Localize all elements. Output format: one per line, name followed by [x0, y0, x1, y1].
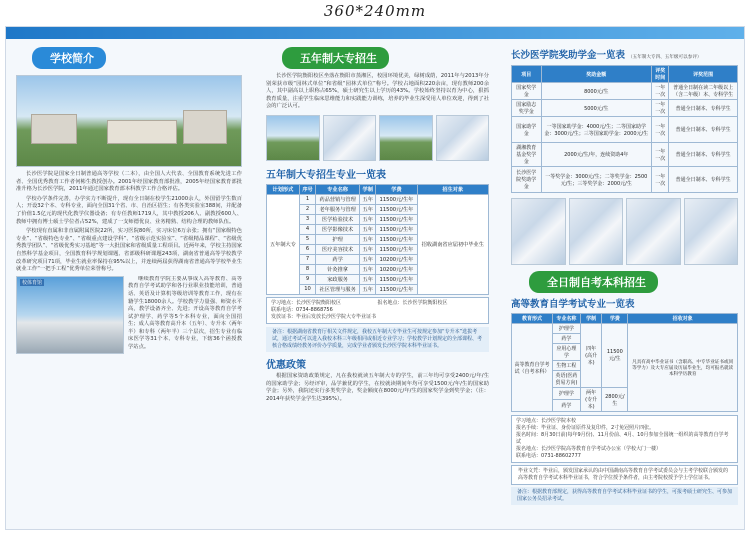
- gymnasium-photo-label: 校体育馆: [22, 279, 43, 286]
- row-major: 护理学: [552, 324, 580, 334]
- training-photo-2: [569, 198, 624, 265]
- column-scholarships: [503, 39, 745, 529]
- row-fee: 11500元/生年: [376, 204, 417, 214]
- table-row: [512, 100, 738, 117]
- table-row: [512, 117, 738, 143]
- fee-cell-1: 11500元/生: [602, 324, 628, 388]
- table-row: [512, 167, 738, 193]
- plan-form-cell: 五年制大专: [267, 194, 300, 294]
- row-duration: 五年: [360, 264, 376, 274]
- header-index: 序号: [299, 184, 315, 194]
- contact-certificate: 发放证书：毕业后发放长沙医学院大专毕业证书: [271, 313, 377, 320]
- info-procedure: 报名手续：毕业证、身份证原件及复印件，2寸免冠照片四张。: [516, 425, 655, 431]
- contact-register-location: 报名地点：长沙医学院衡阳校区: [377, 299, 448, 306]
- row-scope: 普通全日制本、专科学生: [669, 167, 738, 193]
- row-major: 老年服务与管理: [316, 204, 360, 214]
- training-photo-3: [626, 198, 681, 265]
- row-index: 7: [299, 254, 315, 264]
- brochure-page: [5, 26, 745, 530]
- header-admission: 招收对象: [628, 314, 738, 324]
- header-schedule: 学制: [580, 314, 601, 324]
- row-major: 医学检验技术: [316, 214, 360, 224]
- campus-photo-2: [266, 115, 320, 161]
- lab-photo-1: [323, 115, 377, 161]
- row-scope: 普通全日制本、专科学生: [669, 143, 738, 167]
- table-row: [267, 194, 489, 204]
- contact-study-location: 学习地点：长沙医学院衡阳校区: [271, 299, 342, 306]
- column-five-year-college: [256, 39, 499, 529]
- intro-paragraph-3: 学校现有直属和非直属附属医院22所，实习医院80所，实习床位6万余张；拥有“国家级特色专业”、“省级特色专业”、“省级重点建设学科”、“省级示范实验室”、“省级精品课程”、“省级优秀教学团队”、“省级优秀实习基地”等一大批国家和省级质量工程项目。近两年来，学校主持国家自然科学基金项目，全国教育科学规划课题、省部级科研课题243项，湖南省普通高等学校教学改革研究项目71项，毕业生就业率保持在95%以上，并连续两届获得湖南省普通高等学校毕业生就业工作“一把手工程”优秀单位荣誉称号。: [16, 228, 242, 273]
- section-banner-school-intro: 学校简介: [32, 47, 106, 69]
- row-fee: 11500元/生年: [376, 244, 417, 254]
- five-year-intro: 长沙医学院衡阳校区坐落在衡阳市蒸湘区，校园环境优美，绿树成荫，2011年与2013年分别荣获市级“园林式单位”和省级“园林式单位”称号。学校占地面积220余亩，现有教师200余人，其中副高以上职称占65%，硕士研究生以上学历的43%。学校始终坚持以育为中心，狠抓教育质量，注重学生临床思维能力和实践能力训练，培养的毕业生深受用人单位欢迎，得到了社会的广泛认可。: [266, 73, 489, 110]
- gymnasium-photo: [16, 276, 124, 354]
- row-duration: 五年: [360, 274, 376, 284]
- header-item: 项目: [512, 66, 542, 83]
- row-duration: 五年: [360, 234, 376, 244]
- table-row: [512, 83, 738, 100]
- self-exam-table-title: 高等教育自学考试专业一览表: [511, 299, 635, 310]
- self-exam-table: [511, 313, 738, 412]
- row-major: 药品营销与管理: [316, 194, 360, 204]
- row-item: 国家助学金: [512, 117, 542, 143]
- scholarship-photo-strip: [503, 193, 745, 265]
- target-cell: 招收湖南省应届初中毕业生: [417, 194, 488, 294]
- row-major: 医疗美容技术: [316, 244, 360, 254]
- five-year-photo-strip: [256, 111, 499, 161]
- row-index: 3: [299, 214, 315, 224]
- row-duration: 五年: [360, 284, 376, 294]
- section-banner-self-exam: 全日制自考本科招生: [529, 271, 658, 293]
- row-item: 湖湘教育基金奖学金: [512, 143, 542, 167]
- header-tuition: 学费: [602, 314, 628, 324]
- table-row: [512, 143, 738, 167]
- row-scope: 普通全日制在读二年级以上（含二年级）本、专科学生: [669, 83, 738, 100]
- row-time: 一年一次: [652, 143, 669, 167]
- header-major-name: 专业名称: [552, 314, 580, 324]
- scholarship-title-note: （五年制大专四、五年级可以参评）: [628, 55, 702, 60]
- row-time: 一年一次: [652, 83, 669, 100]
- row-item: 长沙医学院奖助学金: [512, 167, 542, 193]
- row-major: 应用心理学: [552, 344, 580, 361]
- self-exam-info-box: [511, 415, 738, 463]
- row-duration: 五年: [360, 204, 376, 214]
- row-amount: 8000元/生: [541, 83, 652, 100]
- row-major: 药学: [316, 254, 360, 264]
- row-fee: 11500元/生年: [376, 214, 417, 224]
- row-index: 5: [299, 234, 315, 244]
- self-exam-graduate: 毕业文凭：毕业后，颁发国家承认的由中国湖南高等教育自学考试委员会与主考学校联合颁发的高等教育自学考试本科毕业证书，符合学位授予条件者，由主考院校授予学士学位证书。: [511, 465, 738, 485]
- row-major: 针灸推拿: [316, 264, 360, 274]
- row-fee: 11500元/生年: [376, 284, 417, 294]
- row-major: 家政服务: [316, 274, 360, 284]
- intro-paragraph-4: 继续教育学院主要从事成人高等教育、高等教育自学考试助学和各行业职业技能培训，普通话、英语及计算机等级培训等教育工作，现有在籍学生18000余人。学校教学力量强、师资水平高，教学设备齐全、先进；开设高等教育自学考试护理学、药学等5个本科专业，面向全国招生；成人高等教育高升本（五年）、专升本（两年半）和专科（两年半）三个层次，招生专业有临床医学等31个本、专科专业，下辖36个函授教学站点。: [128, 275, 242, 351]
- row-duration: 五年: [360, 214, 376, 224]
- row-fee: 10200元/生年: [376, 264, 417, 274]
- policy-title: 优惠政策: [266, 359, 306, 371]
- row-time: 一年一次: [652, 117, 669, 143]
- row-major: 医学影像技术: [316, 224, 360, 234]
- scholarship-title: 长沙医学院奖助学金一览表: [511, 50, 626, 61]
- section-banner-five-year: 五年制大专招生: [282, 47, 389, 69]
- row-duration: 五年: [360, 244, 376, 254]
- info-time: 报名时间：8月30日前(每年9月份)、11月份前、4月、10月参加全国统一组织的高等教育自学考试: [516, 432, 729, 445]
- row-fee: 11500元/生年: [376, 234, 417, 244]
- header-fee: 学费: [376, 184, 417, 194]
- intro-paragraph-1: 长沙医学院是国家全日制普通高等学校（二本），由全国人大代表、全国教育系统先进工作者、全国优秀教育工作者何彬生教授创办。2001年经国家教育部批准，2005年经国家教育部批准升格为长沙医学院，2011年通过国家教育部本科教学工作合格评估。: [16, 171, 242, 193]
- edu-form-cell: 高等教育自学考试（自考本科）: [512, 324, 553, 412]
- row-fee: 11500元/生年: [376, 274, 417, 284]
- row-item: 国家奖学金: [512, 83, 542, 100]
- lab-photo-2: [436, 115, 490, 161]
- row-major: 社区管理与服务: [316, 284, 360, 294]
- row-duration: 五年: [360, 194, 376, 204]
- row-scope: 普通全日制本、专科学生: [669, 117, 738, 143]
- row-fee: 10200元/生年: [376, 254, 417, 264]
- training-photo-1: [511, 198, 566, 265]
- intro-paragraph-2: 学校办学条件完善，办学实力不断提升，现有全日制在校学生21000余人，外国留学生数百人；开设32个本、专科专业，面向全国31个省、市、自治区招生；有各类实验室388间，并配备了价值1.5亿元的现代化教学仪器设备；有专任教师1719人，其中教授206人、副教授600人、教师中拥有博士硕士学位者占52%，建成了一支师德优良、业务精熟、结构合理的教师队伍。: [16, 195, 242, 225]
- column-school-intro: [6, 39, 252, 529]
- training-photo-4: [684, 198, 739, 265]
- info-study-location: 学习地点：长沙医学院本校: [516, 418, 577, 424]
- fee-cell-2: 2800元/生: [602, 388, 628, 412]
- self-exam-remark: 备注：根据教育部规定，获得高等教育自学考试本科毕业证书的学生，可报考硕士研究生、可参加国家公务员招录考试。: [511, 487, 738, 505]
- header-edu-form: 教育形式: [512, 314, 553, 324]
- header-duration: 学制: [360, 184, 376, 194]
- contact-phone: 联系电话：0734-8868756: [271, 306, 333, 313]
- table-row: [512, 324, 738, 334]
- row-fee: 11500元/生年: [376, 194, 417, 204]
- header-major: 专业名称: [316, 184, 360, 194]
- header-target: 招生对象: [417, 184, 488, 194]
- row-time: 一年一次: [652, 100, 669, 117]
- header-plan-form: 计划形式: [267, 184, 300, 194]
- row-amount: 2000元/生/年，连续资助4年: [541, 143, 652, 167]
- row-index: 1: [299, 194, 315, 204]
- spec-dimension: 360*240mm: [323, 2, 427, 20]
- schedule-cell-1: 四年(高升本): [580, 324, 601, 388]
- row-amount: 5000元/生: [541, 100, 652, 117]
- row-amount: 一等国家助学金：4000元/生；二等国家助学金：3000元/生；三等国家助学金：2000元/生: [541, 117, 652, 143]
- row-major: 药学: [552, 400, 580, 412]
- row-index: 8: [299, 264, 315, 274]
- row-duration: 五年: [360, 254, 376, 264]
- row-major: 英语(医药贸易方向): [552, 371, 580, 388]
- five-year-majors-table: [266, 184, 489, 295]
- row-scope: 普通全日制本、专科学生: [669, 100, 738, 117]
- row-major: 护理: [316, 234, 360, 244]
- row-time: 一年一次: [652, 167, 669, 193]
- header-time: 评奖时间: [652, 66, 669, 83]
- row-index: 2: [299, 204, 315, 214]
- row-item: 国家励志奖学金: [512, 100, 542, 117]
- campus-photo-3: [379, 115, 433, 161]
- row-major: 生物工程: [552, 361, 580, 371]
- row-major: 药学: [552, 334, 580, 344]
- top-bar: [6, 27, 744, 39]
- admission-cell: 凡具有高中毕业证书（含职高、中专毕业证书或同等学力）及大专应届及历届毕业生，均可报名就读本科学历教育: [628, 324, 738, 412]
- five-year-table-title: 五年制大专招生专业一览表: [266, 169, 386, 181]
- five-year-contact-box: [266, 297, 489, 324]
- campus-photo: [16, 75, 242, 167]
- row-index: 4: [299, 224, 315, 234]
- row-index: 10: [299, 284, 315, 294]
- header-scope: 评奖范围: [669, 66, 738, 83]
- policy-text: 根据国家资助政策规定，凡在我校就读五年制大专的学生，前三年均可享受2400元/年/生的国家助学金；另经评审，品学兼优的学生，在校就读期间年均可享受1500元/年/生的国家助学金；另外，我院还实行多类奖学金，奖金额度在8000元/年/生的国家奖学金到奖学金；（注：2014年获奖学金学生达395%）。: [266, 372, 489, 402]
- row-fee: 11500元/生年: [376, 224, 417, 234]
- row-duration: 五年: [360, 224, 376, 234]
- scholarship-table: [511, 65, 738, 193]
- schedule-cell-2: 两年(专升本): [580, 388, 601, 412]
- row-index: 9: [299, 274, 315, 284]
- info-location: 报名地点：长沙医学院高等教育自学考试办公室（学校大门一楼）: [516, 446, 662, 452]
- row-major: 护理学: [552, 388, 580, 400]
- row-index: 6: [299, 244, 315, 254]
- five-year-remark: 备注：根据湖南省教育厅相关文件规定，我校五年制大专毕业生可按规定参加“专升本”选拔考试，通过考试可以进入我校本科三年级相同或相近专业学习；学校教学计划规定的全部课程、考核合格成绩经教务评价办学质量，完成学业者颁发长沙医学院本科毕业证书。: [266, 327, 489, 352]
- row-amount: 一等奖学金：3000元/生；二等奖学金：2500元/生；三等奖学金：2000元/生: [541, 167, 652, 193]
- info-phone: 联系电话：0731-88602777: [516, 453, 581, 459]
- header-amount: 奖助金额: [541, 66, 652, 83]
